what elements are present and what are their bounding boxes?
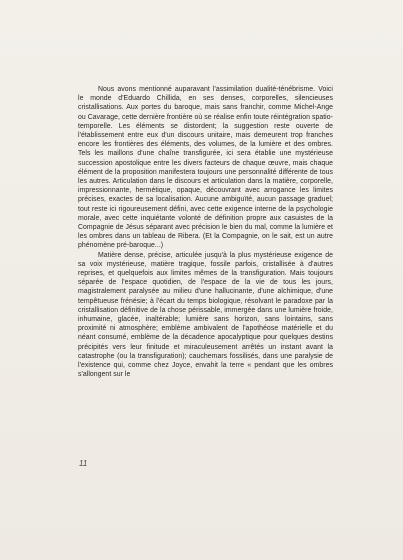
page-number: 11 (79, 459, 88, 468)
body-text (78, 85, 333, 380)
paragraph-2: Matière dense, précise, articulée jusqu'à la plus mystérieuse exigence de sa voix mystérieuse, matière tragique, fossile parfois, cristallisée à d'autres reprises, et quelquefois aux limites mêmes de la transfiguration. Mais toujours séparée de l'espace quotidien, de l'espace de la vie de tous les jours, magistralement paralysée au milieu d'une hallucinante, d'une alchimique, d'une tempêtueuse frénésie; à l'écart du temps biologique, résolvant le paradoxe par la cristallisation définitive de la chose périssable, immergée dans une lumière froide, inhumaine, glacée, inaltérable; lumière sans horizon, sans lointains, sans proximité ni atmosphère; emblème ambivalent de l'apothéose matérielle et du néant consumé, emblème de la décadence apocalyptique pour quelques destins précipités vers leur finitude et miraculeusement arrêtés un instant avant la catastrophe (ou la transfiguration); cauchemars fossilisés, dans une paralysie de l'existence qui, comme chez Joyce, envahit la terre « pendant que les ombres s'allongent sur le (78, 251, 333, 379)
paragraph-1: Nous avons mentionné auparavant l'assimilation dualité-ténébrisme. Voici le monde d'Eduardo Chillida, en ses denses, corporelles, silencieuses cristallisations. Aux portes du baroque, mais sans franchir, comme Michel-Ange ou Cavarage, cette dernière frontière où se réalise enfin toute réintégration spatio-temporelle. Les éléments se distordent; la suggestion reste ouverte de l'établissement entre eux d'un discours unitaire, mais demeurent trop franches encore les frontières des éléments, des volumes, de la lumière et des ombres. Tels les maillons d'une chaîne transfigurée, ici sera établie une mystérieuse succession apostolique entre les divers facteurs de chaque œuvre, mais chaque élément de la proposition manifestera toujours une personnalité différente de tous les autres. Articulation dans le discours et articulation dans la matière, corporelle, impressionnante, hermétique, opaque, découvrant avec arrogance les limites précises, exactes de sa localisation. Aucune ambiguïté, aucun passage graduel; tout reste ici rigoureusement défini, avec cette exigence interne de la psychologie morale, avec cette inquiétante volonté de définition propre aux casuistes de la Compagnie de Jésus séparant avec précision le bien du mal, comme la lumière et les ombres dans un tableau de Ribera. (Et la Compagnie, on le sait, est un autre phénomène pré-baroque...) (78, 86, 333, 250)
